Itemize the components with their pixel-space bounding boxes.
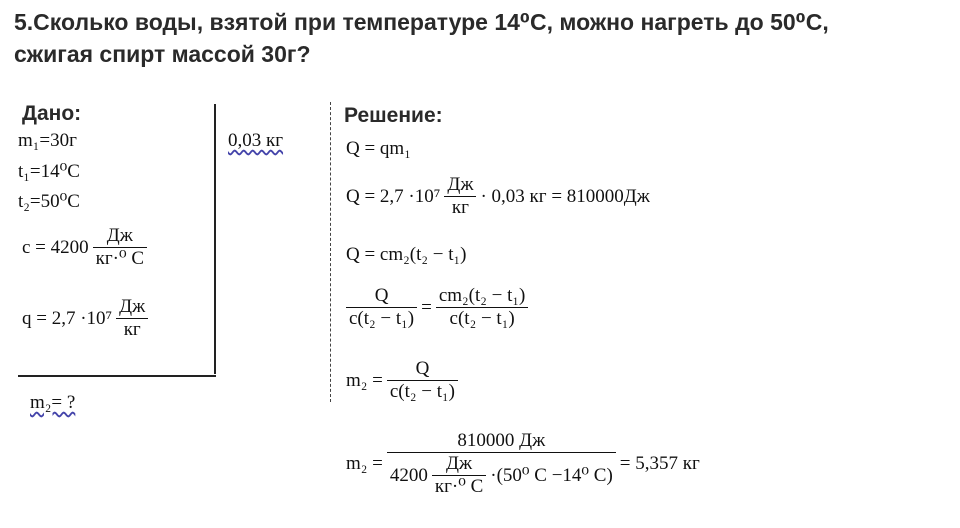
eq6-den-a: 4200 — [389, 464, 428, 486]
solution-eq2 — [346, 174, 650, 219]
given-t2: t₂=50⁰С — [18, 191, 80, 212]
eq5-left: m₂ = — [346, 369, 383, 391]
eq6-num: 810000 Дж — [387, 430, 616, 453]
eq6-den — [387, 453, 616, 498]
eq5-den: c(t₂ − t₁) — [389, 381, 455, 402]
solution-eq3: Q = cm₂(t₂ − t₁) — [346, 244, 467, 265]
eq6-den-den: кг·⁰ С — [434, 476, 484, 497]
given-c-num: Дж — [93, 225, 147, 248]
eq2-left: Q = 2,7 ·10⁷ — [346, 185, 441, 207]
given-si-divider — [214, 104, 216, 374]
given-c-left: c = 4200 — [22, 236, 89, 258]
si-value: 0,03 кг — [228, 130, 284, 151]
given-c-fraction — [93, 225, 147, 270]
eq6-fraction — [387, 430, 616, 498]
eq2-den: кг — [451, 197, 469, 218]
solution-heading: Решение: — [344, 104, 443, 127]
given-q — [22, 296, 148, 341]
solution-eq4 — [346, 285, 528, 330]
si-solution-divider — [330, 102, 331, 402]
solution-eq1: Q = qm₁ — [346, 138, 411, 159]
eq6-right: = 5,357 кг — [619, 453, 700, 474]
eq2-fraction — [444, 174, 476, 219]
solution-eq5 — [346, 358, 458, 403]
given-t1: t₁=14⁰С — [18, 161, 80, 182]
problem-title — [14, 6, 954, 70]
solution-eq6 — [346, 430, 700, 498]
eq6-den-b: ·(50⁰ С −14⁰ С) — [490, 464, 613, 486]
given-q-den: кг — [123, 319, 141, 340]
given-m1: m₁=30г — [18, 130, 77, 151]
eq5-fraction — [387, 358, 458, 403]
eq6-den-fraction — [432, 453, 486, 498]
eq4-equals: = — [421, 296, 432, 318]
eq2-num: Дж — [444, 174, 476, 197]
problem-title-line-2: сжигая спирт массой 30г? — [14, 41, 311, 67]
given-q-num: Дж — [116, 296, 148, 319]
eq4-right-fraction — [436, 285, 529, 330]
eq4-l-num: Q — [346, 285, 417, 308]
eq2-right: · 0,03 кг = 810000Дж — [480, 185, 650, 207]
problem-title-line-1: 5.Сколько воды, взятой при температуре 14⁰С, можно нагреть до 50⁰С, — [14, 9, 829, 35]
given-c-den: кг·⁰ С — [95, 248, 145, 269]
given-find: m₂= ? — [30, 392, 76, 413]
eq4-left-fraction — [346, 285, 417, 330]
given-find-divider — [18, 375, 216, 377]
given-q-fraction — [116, 296, 148, 341]
given-heading: Дано: — [22, 102, 82, 125]
given-q-left: q = 2,7 ·10⁷ — [22, 307, 113, 329]
eq5-num: Q — [387, 358, 458, 381]
eq4-r-den: c(t₂ − t₁) — [449, 308, 515, 329]
eq6-den-num: Дж — [432, 453, 486, 476]
eq4-l-den: c(t₂ − t₁) — [349, 308, 415, 329]
given-c — [22, 225, 147, 270]
eq6-left: m₂ = — [346, 453, 383, 474]
eq4-r-num: cm₂(t₂ − t₁) — [436, 285, 529, 308]
